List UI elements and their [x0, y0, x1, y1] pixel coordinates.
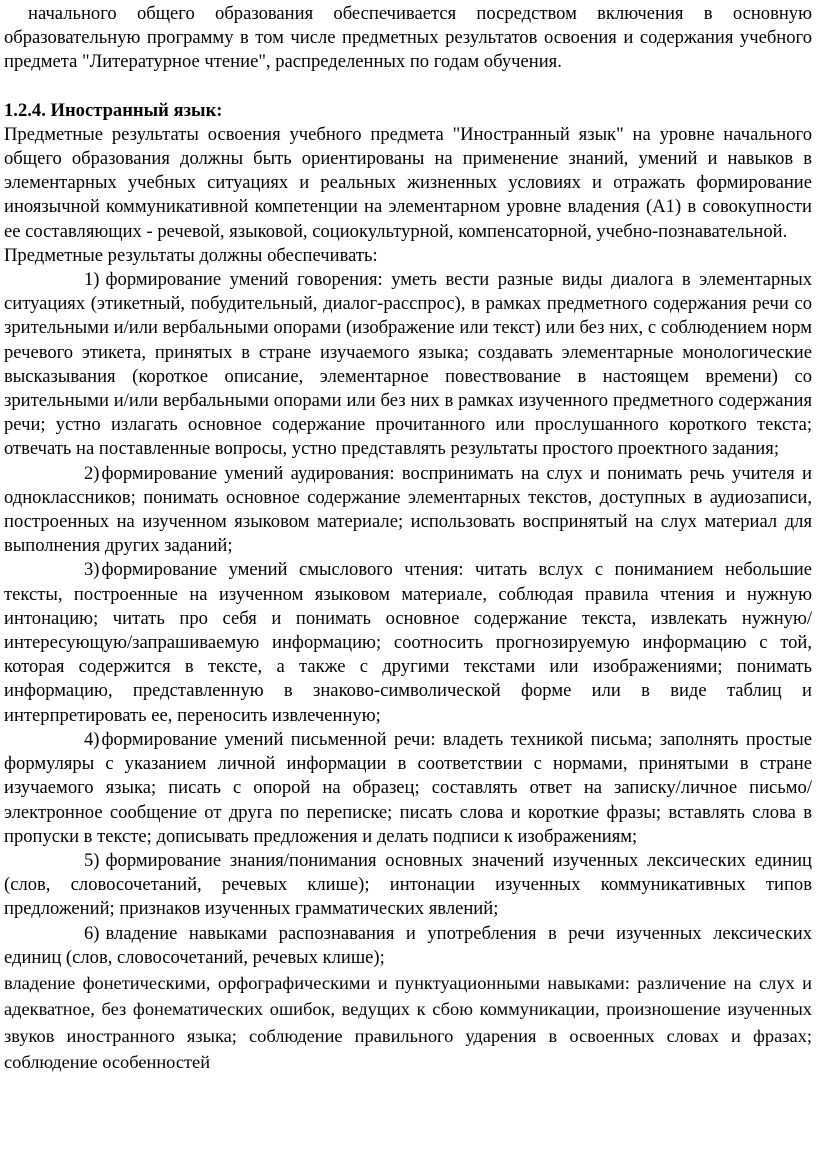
section-paragraph-1: Предметные результаты освоения учебного предмета "Иностранный язык" на уровне начального общего образования должны быть ориентированы на применение знаний, умений и навыков в элементарных учебных ситуациях и реальных жизненных условиях и отражать формирование иноязычной коммуникативной компетенции на элементарном уровне владения (А1) в совокупности ее составляющих - речевой, языковой, социокультурной, компенсаторной, учебно-познавательной. [4, 123, 812, 242]
list-item [4, 462, 812, 559]
list-item-text: формирование умений письменной речи: владеть техникой письма; заполнять простые формуляры с указанием личной информации в соответствии с нормами, принятыми в стране изучаемого языка; писать с опорой на образец; составлять ответ на записку/личное письмо/электронное сообщение от друга по переписке; писать слова и короткие фразы; вставлять слова в пропуски в тексте; дописывать предложения и делать подписи к изображениям; [4, 728, 812, 847]
list-item-text: формирование умений аудирования: воспринимать на слух и понимать речь учителя и одноклассников; понимать основное содержание элементарных текстов, доступных в аудиозаписи, построенных на изученном языковом материале; использовать воспринятый на слух материал для выполнения других заданий; [4, 462, 812, 557]
list-item [4, 558, 812, 727]
list-item-number: 5) [84, 849, 100, 871]
list-item-text: владение навыками распознавания и употребления в речи изученных лексических единиц (слов, словосочетаний, речевых клише); [4, 922, 812, 968]
list-item-number: 6) [84, 922, 100, 944]
list-item-text: формирование умений смыслового чтения: читать вслух с пониманием небольшие тексты, построенные на изученном языковом материале, соблюдая правила чтения и нужную интонацию; читать про себя и понимать основное содержание текста, извлекать нужную/интересующую/запрашиваемую информацию; соотносить прогнозируемую информацию с той, которая содержится в тексте, а также с другими текстами или изображениями; понимать информацию, представленную в знаково-символической форме или в виде таблиц и интерпретировать ее, переносить извлеченную; [4, 559, 812, 726]
intro-paragraph: начального общего образования обеспечивается посредством включения в основную образовательную программу в том числе предметных результатов освоения и содержания учебного предмета "Литературное чтение", распределенных по годам обучения. [4, 3, 812, 73]
list-item-number: 4) [84, 728, 100, 750]
tail-paragraph: владение фонетическими, орфографическими и пунктуационными навыками: различение на слух и адекватное, без фонематических ошибок, ведущих к сбою коммуникации, произношение изученных звуков иностранного языка; соблюдение правильного ударения в освоенных словах и фразах; соблюдение особенностей [4, 972, 812, 1073]
results-list [4, 268, 812, 970]
list-item [4, 849, 812, 922]
section-heading: 1.2.4. Иностранный язык: [4, 99, 223, 121]
list-item-number: 2) [84, 462, 100, 484]
section-paragraph-2: Предметные результаты должны обеспечивать: [4, 244, 378, 266]
list-item-number: 3) [84, 559, 100, 581]
list-item-number: 1) [84, 269, 100, 291]
list-item [4, 922, 812, 970]
document-page [4, 2, 812, 1076]
list-item [4, 728, 812, 849]
list-item [4, 268, 812, 462]
list-item-text: формирование умений говорения: уметь вести разные виды диалога в элементарных ситуациях (этикетный, побудительный, диалог-расспрос), в рамках предметного содержания речи со зрительными и/или вербальными опорами (изображение или текст) или без них, с соблюдением норм речевого этикета, принятых в стране изучаемого языка; создавать элементарные монологические высказывания (короткое описание, элементарное повествование в настоящем времени) со зрительными и/или вербальными опорами или без них в рамках изученного предметного содержания речи; устно излагать основное содержание прочитанного или прослушанного короткого текста; отвечать на поставленные вопросы, устно представлять результаты простого проектного задания; [4, 269, 812, 460]
list-item-text: формирование знания/понимания основных значений изученных лексических единиц (слов, словосочетаний, речевых клише); интонации изученных коммуникативных типов предложений; признаков изученных грамматических явлений; [4, 849, 812, 920]
